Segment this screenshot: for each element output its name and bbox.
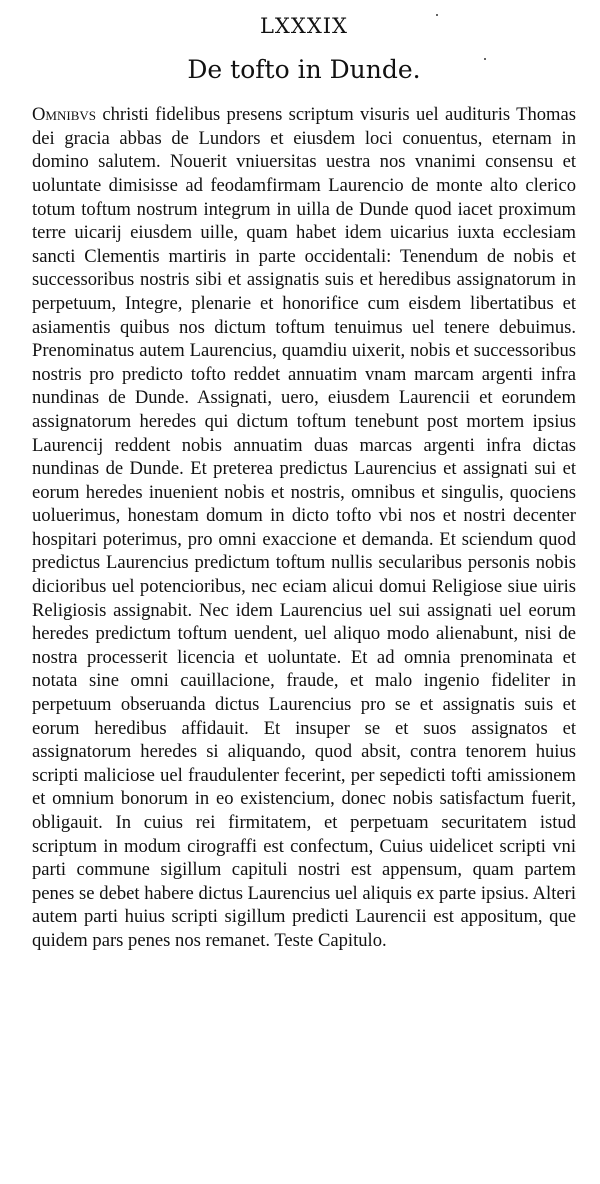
print-speck [436,14,438,16]
document-page [32,14,576,953]
document-title: De tofto in Dunde. [187,55,421,85]
print-speck [484,58,486,60]
charter-text [32,103,576,952]
opening-word: Omnibvs [32,104,96,126]
chapter-number: LXXXIX [259,14,349,38]
charter-body: christi fidelibus presens scriptum visuris uel audituris Thomas dei gracia abbas de Lundors et eiusdem loci conuentus, eternam in domino salutem. Nouerit vniuersitas uestra nos vnanimi consensu et uoluntate dimisisse ad feodamfirmam Laurencio de monte alto clerico totum toftum nostrum integrum in uilla de Dunde quod iacet proximum terre uicarij eiusdem uille, quam habet idem uicarius iuxta ecclesiam sancti Clementis martiris in parte occidentali: Tenendum de nobis et successoribus nostris sibi et assignatis suis et heredibus assignatorum in perpetuum, Integre, plenarie et honorifice cum eisdem libertatibus et asiamentis quibus nos dictum toftum tenuimus uel tenere debuimus. Prenominatus autem Laurencius, quamdiu uixerit, nobis et successoribus nostris pro predicto tofto reddet annuatim vnam marcam argenti infra nundinas de Dunde. Assignati, uero, eiusdem Laurencii et eorundem assignatorum heredes qui dictum toftum tenebunt post mortem ipsius Laurencij reddent nobis annuatim duas marcas argenti infra dictas nundinas de Dunde. Et preterea predictus Laurencius et assignati sui et eorum heredes inuenient nobis et nostris, omnibus et singulis, quociens uoluerimus, honestam domum in dicto tofto vbi nos et nostri decenter hospitari poterimus, pro omni exaccione et demanda. Et sciendum quod predictus Laurencius predictum toftum nullis secularibus personis nobis dicioribus uel potencioribus, nec eciam alicui domui Religiose siue uiris Religiosis assignabit. Nec idem Laurencius uel sui assignati uel eorum heredes predictum toftum uendent, uel aliquo modo alienabunt, nisi de nostra processerit licencia et uoluntate. Et ad omnia prenominata et notata sine omni cauillacione, fraude, et malo ingenio fideliter in perpetuum obseruanda dictus Laurencius pro se et assignatis suis et eorum heredibus affidauit. Et insuper se et suos assignatos et assignatorum heredes si aliquando, quod absit, contra tenorem huius scripti maliciose uel fraudulenter fecerint, per sepedicti tofti amissionem et omnium bonorum in eo existencium, donec nobis satisfactum fuerit, obligauit. In cuius rei firmitatem, et perpetuam securitatem istud scriptum in modum cirograffi est confectum, Cuius uidelicet scripti vni parti commune sigillum capituli nostri est appensum, quam partem penes se debet habere dictus Laurencius uel aliquis ex parte ipsius. Alteri autem parti huius scripti sigillum predicti Laurencii est appositum, que quidem pars penes nos remanet. Teste Capitulo. [32,104,576,951]
